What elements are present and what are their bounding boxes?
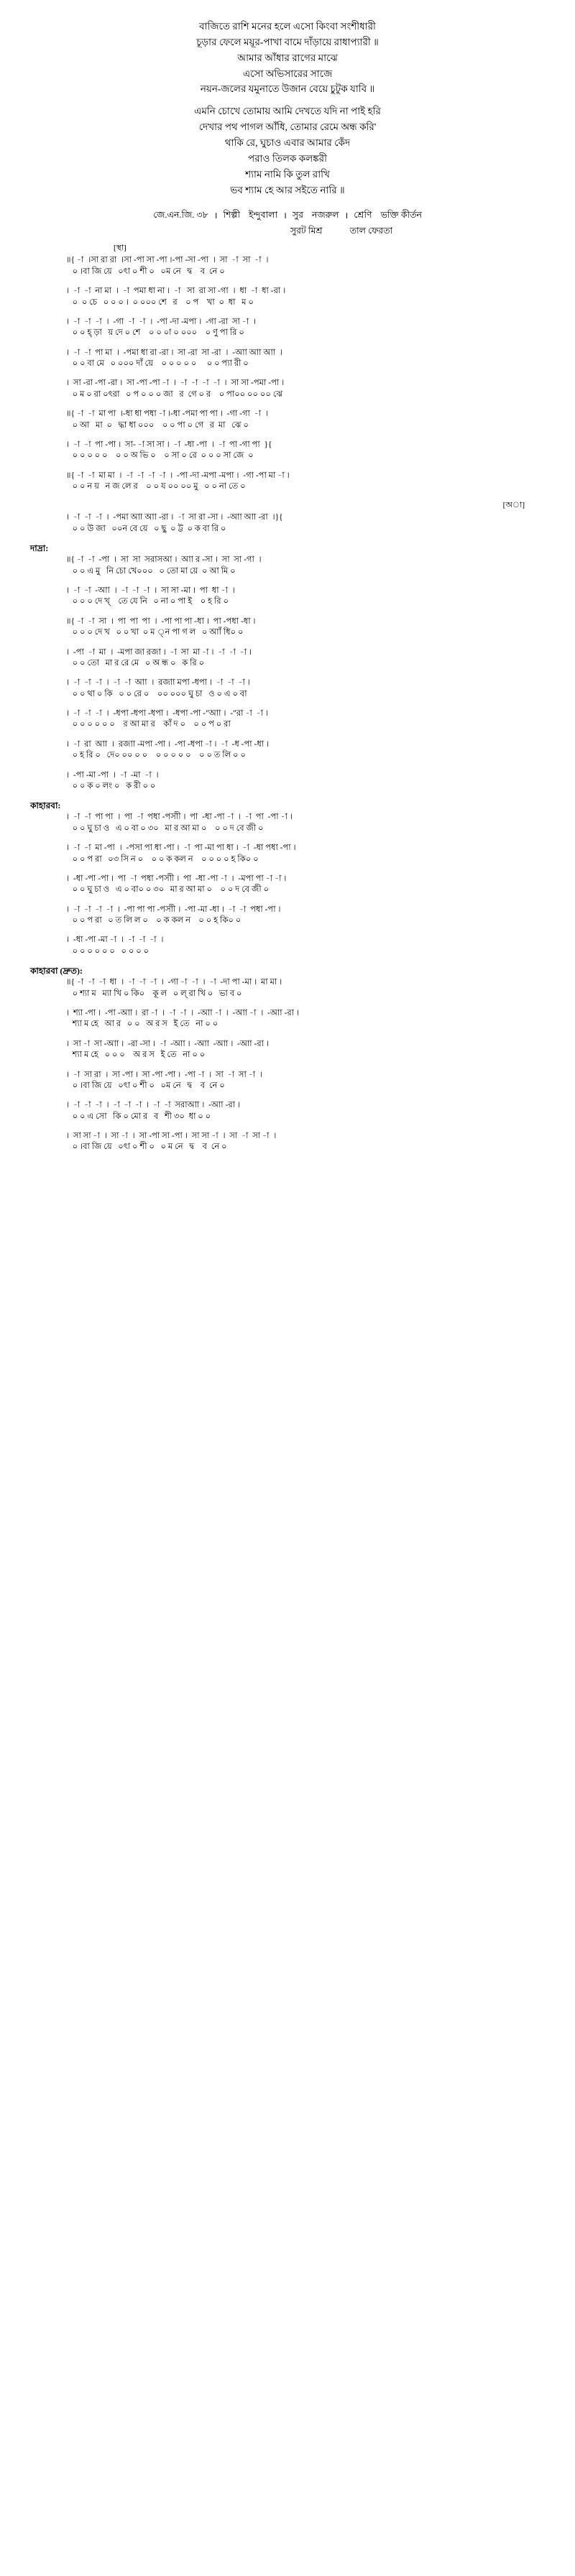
- notation-bar-group: [29, 1008, 546, 1030]
- notation-lower-row: ০ ০ ০ ০ ০ ০ ০ ০ ০ ০: [66, 946, 150, 956]
- notation-upper-row: । -পা -া মা । -মপা জা রজা । -া সা মা -া । -া -া -া ।: [66, 647, 252, 657]
- notation-lower-row: ০ ০ চে ০ ০ ০ । ০ ০০০ শে র ০ প খা ০ ধা ম ০: [66, 297, 254, 307]
- lyric-line: থাকি রে, ঘুচাও এবার আমার কেঁদ: [224, 137, 351, 149]
- notation-lower-row: ০ ০ ঘু চা ও এ ০ বা০ ০ ৩০ মা র আ মা ০ ০ ০ দ বে জী ০: [66, 885, 269, 895]
- notation-lower-row: ০ ০ ক ০ লং ০ ক রী ০ ০: [66, 781, 156, 790]
- notation-lower-row: ০ ০ ০ ০ ০ ০ ০ অ ভি ০ ০ সা ০ রে ০ ০ ০ সা জে ০: [66, 451, 254, 461]
- notation-bar-group: [29, 317, 546, 338]
- notation-lower-row: ০ ।বা জি য়ে ০ৎা ০ শী ০ ০ ম নে দ্ব ব নে ০: [66, 1142, 227, 1152]
- antara-tag: [অা]: [502, 501, 525, 510]
- notation-upper-row: । -া -া -া -া । -পা পা পা -পসাী । -পা -মা -ধা । -া -া পধা -পা ।: [66, 905, 281, 914]
- credit-taal: তাল ফেরতা: [349, 226, 393, 236]
- notation-upper-row: ॥{ -া -া মা মা । -া -া -া -া । -পা -দা -মপা -মপা । -গা -পা মা -া ।: [66, 471, 290, 480]
- notation-upper-row: । সা -া সা -আা । -রা -সা । -া -আা । -আা -আা । -আা -রা ।: [66, 1039, 269, 1048]
- notation-bar-group: [29, 1100, 546, 1122]
- notation-lower-row: ০ ।বা জি য়ে ০ৎা ০ শী ০ ০ম নে দ্ব ব নে ০: [66, 1081, 225, 1090]
- notation-upper-row: ॥{ -া -া -া ধা । -া -া -া । -গা -া -া । -া -দা পা -মা । মা মা ।: [66, 978, 282, 987]
- notation-lower-row: ০ ০ ঘু চা ও এ ০ বা ০ ৩০ মা র আ মা ০ ০ ০ দ বে জী ০: [66, 823, 264, 833]
- notation-upper-row: । -া -া মা -পা । -পসা পা ধা -পা । -া পা -মা পা ধা । -া -ধা পধা -পা ।: [66, 844, 296, 853]
- notation-upper-row: ॥{ -া -া মা পা ।-ধা ধা পধা -া ।-ধা -পমা পা পা । -গা -গা -া ।: [66, 410, 268, 419]
- notation-lower-row: ০ ০ তো মা র রে মে ০ অ ন্ধ ০ ক রি ০: [66, 658, 205, 668]
- lyric-line: বাজিতে রাশি মনের হলে এসো কিংবা সংশীধারী: [199, 21, 376, 32]
- notation-bar-group: [29, 812, 546, 834]
- credit-code: জে.এন.জি. ৩৮: [153, 210, 208, 221]
- notation-upper-row: । -া রা আা । রজাা -মপা -পা । -পা -ধপা -া । -া -ধ -পা -ধা ।: [66, 739, 270, 749]
- lyric-line: চূড়ার ফেলে ময়ূর-পাখা বামে দাঁড়ায়ে রাধাপ্যারী ॥: [196, 36, 379, 47]
- notation-upper-row: ॥{ -া -া সা । পা পা পা । -পা পা পা -ধা । পা -পধা -ধা ।: [66, 617, 256, 626]
- notation-lower-row: ০ ম ০ রা ০ৎরা ০ প ০ ০ ০ জা র গে ০ র ০ পা০০ ০০ ০০ ঝে: [66, 389, 283, 399]
- notation-lower-row: ০ ০ ০ দে খ ০ ০ খা ০ ম ্ন পা গ ল ০ আাঁ ধি০ ০: [66, 628, 244, 637]
- notation-bar-group: [29, 555, 546, 576]
- notation-upper-row: । -া -া পা মা । -পমা ধা রা -রা । সা -রা সা -রা । -আা আা আা ।: [66, 348, 282, 357]
- notation-upper-row: । -া -া না মা । -া পমা ধা না । -া সা রা সা -গা । ধা -া ধা -রা ।: [66, 287, 286, 296]
- notation-bar-group: [29, 647, 546, 669]
- notation-upper-row: ॥{ -া -া -পা । সা সা সরাসআ । আা র -সা । সা সা -গা ।: [66, 555, 262, 565]
- notation-upper-row: । -া -া -া । -গা -া -া । -পা -দা -মপা । -গা -রা সা -া ।: [66, 317, 257, 326]
- notation-bar-group: [29, 739, 546, 761]
- credit-tune: নজরুল: [311, 210, 339, 221]
- notation-bar-group: [29, 708, 546, 730]
- notation-upper-row: । -া -া পা -পা । সা- -া সা সা । -া -ধা -পা । -া পা -গা পা }{: [66, 440, 272, 449]
- notation-bar-group: [29, 874, 546, 895]
- notation-lower-row: ০ ০ থা ০ কি ০ ০ রে ০ ০০ ০০০ ঘু চা ও ০ এ ০ বা: [66, 689, 247, 698]
- notation-upper-row: । -া -া -া । -পমা আা আা -রা । -া সা রা -সা । -আা আা -রা ।}{: [66, 513, 283, 522]
- lyric-line: দেখার পথ পাগল আঁধি, তোমার রেমে অন্ধ করি': [198, 121, 377, 133]
- stanza-gap: [29, 97, 546, 103]
- notation-lower-row: ০ ০ এ মু নি চো খে০০০ ০ তো মা য়ে ০ আ মি ০: [66, 566, 236, 576]
- credits-divider: ।: [283, 211, 287, 221]
- notation-upper-row: । -া -া পা পা । পা -া পধা -পসাী । পা -ধা -পা -া । -া পা -পা -া ।: [66, 813, 293, 822]
- section-label-dadra: দাদ্রা:: [30, 543, 49, 554]
- notation-bar-group: [29, 935, 546, 956]
- notation-bar-group: [29, 770, 546, 792]
- notation-bar-group: [29, 255, 546, 277]
- lyric-line: এমনি চোখে তোমায় আমি দেখতে যদি না পাই হরি: [194, 106, 381, 117]
- credits: [29, 209, 546, 239]
- notation-bar-group: [29, 977, 546, 999]
- notation-bar-group: [29, 1070, 546, 1091]
- credits-divider: ।: [344, 211, 349, 221]
- credit-artist-label: শিল্পী: [223, 210, 241, 221]
- notation-upper-row: । -া -া -া । -া -া -া । -া -া সরাআা । -আা -রা ।: [66, 1101, 240, 1110]
- lyric-line: এসো অভিসারের সাজে: [242, 68, 333, 79]
- notation-lower-row: শ্যা ম হে আ র ০ ০ অ র স ই তে না ০ ০: [66, 1020, 218, 1029]
- notation-lower-row: ০ আ মা ০ দ্ধা ধা ০০০ ০ ০ পা ০ গে র মা ঝে ০: [66, 420, 249, 430]
- notation-upper-row: । -পা -মা -পা । -া -মা -া ।: [66, 770, 159, 780]
- notation-lower-row: ০ ০ বা মে ০ ০০০ দাঁ য়ে ০ ০ ০ ০ ০ ০ ০ প্যা রী ০: [66, 359, 249, 369]
- notation-upper-row: ॥{ -া ।সা রা রা ।সা -পা সা -পা ।-পা -সা -পা । সা -া সা -া ।: [66, 256, 269, 265]
- notation-bar-group: [29, 409, 546, 430]
- notation-upper-row: । -ধা -পা -মা -া । -া -া -া ।: [66, 936, 164, 945]
- notation-bar-group: [29, 471, 546, 492]
- notation-bar-group: [29, 1039, 546, 1061]
- lyric-line: শ্যাম নামি কি তুল রাখি: [245, 168, 330, 180]
- credit-genre-label: শ্রেণি: [354, 210, 372, 221]
- credits-divider: ।: [213, 211, 218, 221]
- notation-lower-row: ০ ।বা জি য়ে ০ৎা ০ শী ০ ০ম নে দ্ব ব নে ০: [66, 267, 225, 276]
- notation-lower-row: ০ ০ হ্ ড়া য় দে ০ শে ০ ০ ০া ০ ০০০ ০ ণু পা রি ০: [66, 328, 244, 338]
- lyric-line: নয়ন-জলের যমুনাতে উজান বেয়ে চুটুক যাবি ॥: [200, 83, 375, 95]
- notation-lower-row: ০ হ রি ০ দে০ ০০ ০ ০ ০ ০ ০ ০ ০ ০ ০ ত লি ০ ০: [66, 751, 246, 760]
- notation-lower-row: ০ ০ ০ ০ ০ ০ র আ মা র কাঁ দ ০ ০ ০ প ০ রা: [66, 720, 231, 729]
- notation-lower-row: ০ ০ ন য় ন জ লে র ০ ০ য ০০ ০০ মু ০ ০ না তে ০: [66, 482, 246, 491]
- notation-bar-group: [29, 617, 546, 638]
- lyric-line: পরাও তিলক কলঙ্করী: [248, 152, 327, 164]
- lyric-line: ভব শ্যাম হে আর সইতে নারি ॥: [230, 184, 345, 195]
- lyric-line: আমার আঁধার রাগের মাঝে: [237, 52, 338, 63]
- notation-bar-group: [29, 678, 546, 699]
- notation-upper-row: । -া সা রা । সা -পা । সা -পা -পা । -পা -া । সা -া সা -া ।: [66, 1070, 262, 1079]
- notation-lower-row: ০ ০ প রা ০ ত লি ল ০ ০ ক কল ন ০ ০ হ কি০ ০: [66, 916, 242, 925]
- notation-bar-group: [29, 512, 546, 534]
- notation-upper-row: । -া -া -া । -া -া আা । রজাা মপা -ধপা । -া -া -া ।: [66, 678, 250, 688]
- notation-upper-row: । সা সা -া । সা -া । সা -পা সা -পা । সা সা -া । সা -া সা -া ।: [66, 1132, 277, 1141]
- notation-upper-row: । শ্যা -পা । -পা -আা । রা -া । -া -া । -আা -া । -আা -া । -আা -রা ।: [66, 1009, 299, 1018]
- notation-upper-row: । -ধা -পা -পা । পা -া পধা -পসাী । পা -ধা -পা -া । -মপা পা -া -া ।: [66, 874, 287, 883]
- section-label-kaharba-fast: কাহারবা (দ্রুত):: [30, 966, 83, 977]
- credit-raga: সুরট মিশ্র: [290, 226, 323, 236]
- notation-bar-group: [29, 378, 546, 400]
- notation-lower-row: ০ ০ ০ দে খ্ তে যে নি ০ না ০ পা ই ০ হ রি ০: [66, 597, 229, 606]
- lyrics-block: [29, 19, 546, 198]
- notation-bar-group: [29, 286, 546, 308]
- credit-genre: ভক্তি কীর্তন: [380, 210, 422, 221]
- notation-upper-row: । -া -া -আা । -া -া -া । সা সা -মা । পা ধা -া ।: [66, 586, 235, 596]
- notation-upper-row: । -া -া -া । -ধপা -ধপা -ধপা । -ধপা -পা -"আা । -"রা -া -া ।: [66, 709, 268, 719]
- notation-bar-group: [29, 440, 546, 461]
- notation-bar-group: [29, 1131, 546, 1153]
- sthayi-tag: [স্থা]: [114, 244, 126, 253]
- notation-bar-group: [29, 586, 546, 607]
- notation-lower-row: ০ ০ এ সো কি ০ মো র ব শী ৩০ ধা ০ ০: [66, 1112, 211, 1121]
- notation-lower-row: ০ ০ উ জা ০০ন বে য়ে ০ ছু ০ ট্ট ০ ক বা রি ০: [66, 524, 226, 533]
- notation-bar-group: [29, 843, 546, 864]
- notation-upper-row: । সা -রা -পা -রা । সা -পা -পা -া । -া -া -া -া । সা সা -পমা -পা ।: [66, 379, 285, 388]
- notation-bar-group: [29, 348, 546, 369]
- credit-tune-label: সুর: [292, 210, 303, 221]
- notation-lower-row: ০ ০ প রা ০৩ সি ন ০ ০ ০ ক কল ন ০ ০ ০ ০ হ কি০ ০: [66, 854, 259, 864]
- section-label-kaharba: কাহারবা:: [30, 800, 61, 811]
- notation-bar-group: [29, 905, 546, 926]
- notation-lower-row: শ্যা ম হে ০ ০ ০ অ র স ই তে না ০ ০: [66, 1051, 206, 1060]
- notation-body: [29, 244, 546, 1152]
- notation-lower-row: ০ শ্যা ম ম্যা খি ০ কি০ কূ ল ০ ল্ রা খি ০ ভা ব ০: [66, 989, 242, 998]
- credit-artist: ইন্দুবালা: [249, 210, 278, 221]
